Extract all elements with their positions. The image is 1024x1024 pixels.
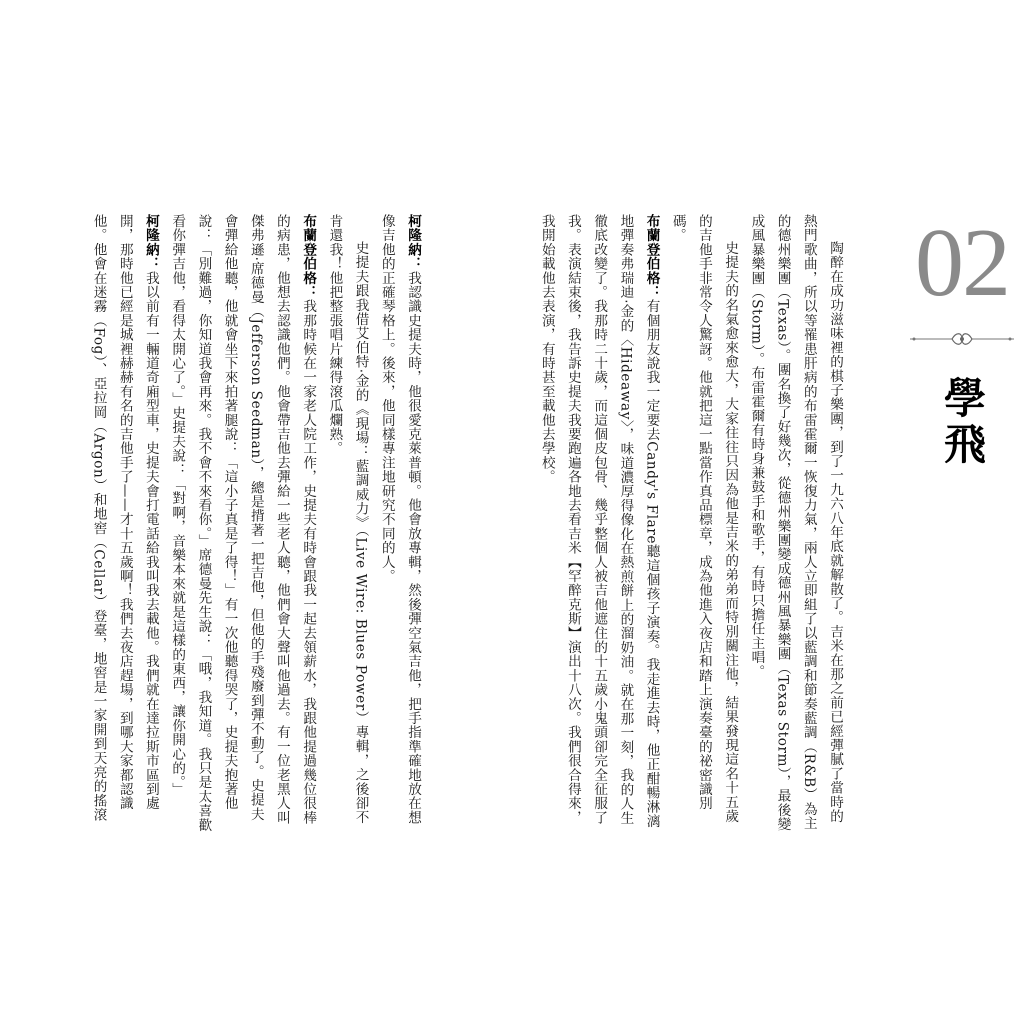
paragraph-text: 史提夫的名氣愈來愈大，大家往往只因為他是吉米的弟弟而特別關注他，結果發現這名十五歲的吉他手非常令人驚訝。他就把這一點當作真品標章，成為他進入夜店和踏上演奏臺的祕密識別碼。 bbox=[669, 214, 739, 824]
paragraph-text: 我認識史提夫時，他很愛克萊普頓。他會放專輯，然後彈空氣吉他，把手指準確地放在想像吉他的正確琴格上。後來，他同樣專注地研究不同的人。 bbox=[378, 214, 421, 825]
speaker-label: 柯隆納： bbox=[405, 214, 421, 271]
paragraph bbox=[164, 214, 321, 834]
paragraph-text: 史提夫跟我借艾伯特‧金的《現場：藍調威力》（Live Wire: Blues Power）專輯，之後卻不肯還我！他把整張唱片練得滾瓜爛熟。 bbox=[326, 214, 369, 825]
paragraph-text: 我那時候在一家老人院工作，史提夫有時會跟我一起去領薪水，我跟他提過幾位很棒的病患，他想去認識他們。他會帶吉他去彈給一些老人聽，他們會大聲叫他過去。有一位老黑人叫傑弗遜‧席德曼（Jefferson Seedman），總是揹著一把吉他，但他的手殘廢到彈不動了。史提夫會彈給他聽，他就會坐下來拍著腿說：「這小子真是了得！」有一次他聽得哭了，史提夫抱著他說：「別難過，你知道我會再來。我不會不來看你。」席德曼先生說：「哦，我知道。我只是太喜歡看你彈吉他，看得太開心了。」史提夫說：「對啊，音樂本來就是這樣的東西，讓你開心的。」 bbox=[169, 214, 317, 832]
speaker-label: 柯隆納： bbox=[142, 214, 159, 271]
paragraph bbox=[85, 214, 164, 834]
right-page-text bbox=[538, 214, 848, 834]
chapter-title: 學飛 bbox=[938, 376, 987, 468]
paragraph bbox=[665, 214, 744, 834]
speaker-label: 布蘭登伯格： bbox=[300, 214, 317, 300]
paragraph-text: 我以前有一輛道奇廂型車，史提夫會打電話給我叫我去載他。我們就在達拉斯市區到處開，那時他已經是城裡赫赫有名的吉他手了——才十五歲啊！我們去夜店趕場，到哪大家都認識他。他會在迷霧（Fog）、亞拉岡（Argon）和地窖（Cellar）登臺，地窖是一家開到天亮的搖滾 bbox=[90, 214, 159, 822]
paragraph bbox=[534, 214, 665, 834]
paragraph bbox=[743, 214, 848, 834]
speaker-label: 布蘭登伯格： bbox=[643, 214, 660, 300]
ornament-divider bbox=[906, 328, 1018, 350]
paragraph-text: 陶醉在成功滋味裡的棋子樂團，到了一九六八年底就解散了。吉米在那之前已經彈膩了當時的熱門歌曲，所以等罹患肝病的布雷霍爾一恢復力氣，兩人立即組了以藍調和節奏藍調（R&B）為主的德州樂團（Texas）。團名換了好幾次，從德州樂團變成德州風暴樂團（Texas Storm），最後變成風暴樂團（Storm）。布雷霍爾有時身兼鼓手和歌手，有時只擔任主唱。 bbox=[748, 214, 843, 832]
paragraph bbox=[321, 214, 373, 834]
left-page-text bbox=[16, 214, 426, 834]
paragraph bbox=[374, 214, 426, 834]
paragraph-text: 有個朋友說我一定要去Candy's Flare聽這個孩子演奏。我走進去時，他正酣暢淋漓地彈奏弗瑞迪‧金的〈Hideaway〉，味道濃厚得像化在熱煎餅上的溜奶油。就在那一刻，我的人生徹底改變了。我那時二十歲，而這個皮包骨、幾乎整個人被吉他遮住的十五歲小鬼頭卻完全征服了我。表演結束後，我告訴史提夫我要跑遍各地去看吉米【罕醉克斯】演出十八次。我們很合得來，我開始載他去表演，有時甚至載他去學校。 bbox=[538, 214, 660, 829]
chapter-number: 02 bbox=[915, 209, 1009, 317]
